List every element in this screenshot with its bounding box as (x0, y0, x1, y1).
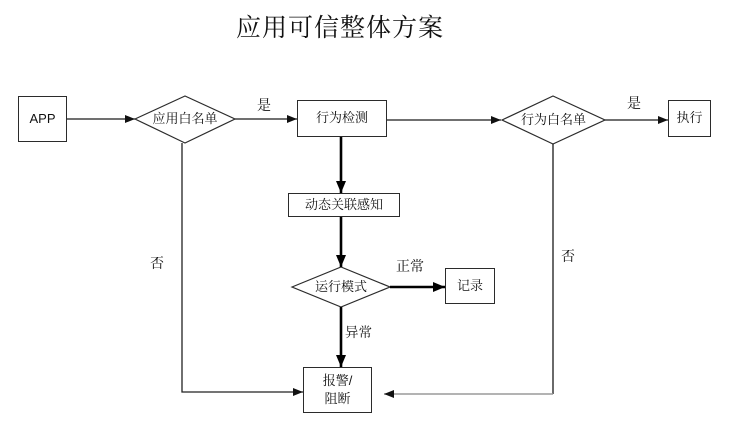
node-app-label: APP (29, 110, 56, 126)
node-dynamic-association-label: 动态关联感知 (304, 196, 383, 212)
edge-label-abnormal: 异常 (345, 325, 372, 340)
node-alarm-block-label-line2: 阻断 (324, 391, 351, 406)
edge-label-yes-behavior-whitelist: 是 (627, 95, 641, 111)
page-title: 应用可信整体方案 (235, 14, 444, 42)
node-behavior-detection-label: 行为检测 (315, 110, 368, 126)
decision-run-mode-shape (292, 267, 390, 307)
decision-behavior-whitelist-label: 行为白名单 (520, 111, 586, 127)
edge-label-no-behavior-whitelist: 否 (561, 248, 575, 264)
node-dynamic-association (288, 193, 400, 217)
node-record (445, 268, 495, 304)
node-execute-label: 执行 (676, 110, 703, 126)
node-alarm-block-label-line1: 报警/ (322, 372, 353, 388)
node-execute (668, 100, 711, 137)
node-alarm-block (303, 367, 372, 413)
edge-label-normal: 正常 (396, 258, 424, 274)
edge-label-yes-app-whitelist: 是 (257, 97, 271, 113)
decision-behavior-whitelist-shape (502, 96, 605, 144)
decision-app-whitelist-shape (135, 96, 235, 143)
decision-app-whitelist-label: 应用白名单 (152, 111, 218, 127)
edge-app-whitelist-no-to-alarm-block (182, 143, 303, 392)
node-behavior-detection (297, 100, 387, 137)
decision-run-mode-label: 运行模式 (314, 278, 367, 294)
node-record-label: 记录 (456, 277, 483, 293)
node-app (18, 96, 67, 142)
edge-label-no-app-whitelist: 否 (150, 255, 164, 271)
